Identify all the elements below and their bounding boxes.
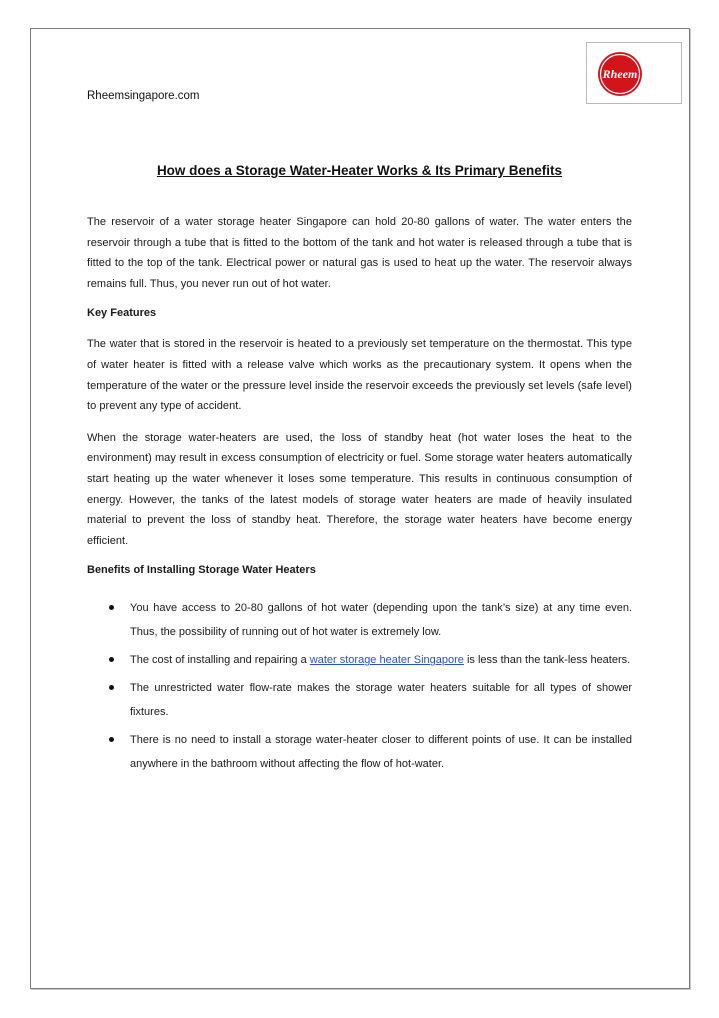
site-header-text: Rheemsingapore.com: [87, 90, 200, 102]
list-item: [87, 596, 632, 644]
key-features-paragraph-1: The water that is stored in the reservoir is heated to a previously set temperature on the thermostat. This type of water heater is fitted with a release valve which works as the precautionary system. It opens when the temperature of the water or the pressure level inside the reservoir exceeds the previously set levels (safe level) to prevent any type of accident.: [87, 338, 632, 413]
benefit-text: There is no need to install a storage water-heater closer to different points of use. It can be installed anywhere in the bathroom without affecting the flow of hot-water.: [130, 734, 632, 771]
bullet-icon: [109, 605, 114, 610]
benefit-text: The unrestricted water flow-rate makes the storage water heaters suitable for all types of shower fixtures.: [130, 682, 632, 719]
benefits-list: [87, 596, 632, 776]
rheem-logo-icon: [587, 43, 681, 103]
rheem-logo: [586, 42, 682, 104]
intro-paragraph: The reservoir of a water storage heater Singapore can hold 20-80 gallons of water. The water enters the reservoir through a tube that is fitted to the bottom of the tank and hot water is released through a tube that is fitted to the top of the tank. Electrical power or natural gas is used to heat up the water. The reservoir always remains full. Thus, you never run out of hot water.: [87, 216, 632, 290]
benefits-heading: Benefits of Installing Storage Water Heaters: [87, 564, 316, 577]
logo-text: Rheem: [602, 67, 638, 81]
list-item: [87, 728, 632, 776]
key-features-paragraph-2: When the storage water-heaters are used, the loss of standby heat (hot water loses the heat to the environment) may result in excess consumption of electricity or fuel. Some storage water heaters automatically start heating up the water whenever it loses some temperature. This results in continuous consumption of energy. However, the tanks of the latest models of storage water heaters are made of heavily insulated material to prevent the loss of standby heat. Therefore, the storage water heaters have become energy efficient.: [87, 431, 632, 547]
benefit-text-before: The cost of installing and repairing a: [130, 654, 310, 667]
list-item: [87, 648, 632, 672]
key-features-heading: Key Features: [87, 307, 157, 320]
page-title: How does a Storage Water-Heater Works & Its Primary Benefits: [156, 163, 563, 178]
benefit-text: You have access to 20-80 gallons of hot water (depending upon the tank’s size) at any time even. Thus, the possibility of running out of hot water is extremely low.: [130, 602, 632, 639]
document-content: [87, 163, 632, 780]
water-storage-heater-link[interactable]: water storage heater Singapore: [309, 654, 464, 667]
benefit-text-after: is less than the tank-less heaters.: [463, 654, 631, 667]
bullet-icon: [109, 657, 114, 662]
list-item: [87, 676, 632, 724]
bullet-icon: [109, 685, 114, 690]
bullet-icon: [109, 737, 114, 742]
